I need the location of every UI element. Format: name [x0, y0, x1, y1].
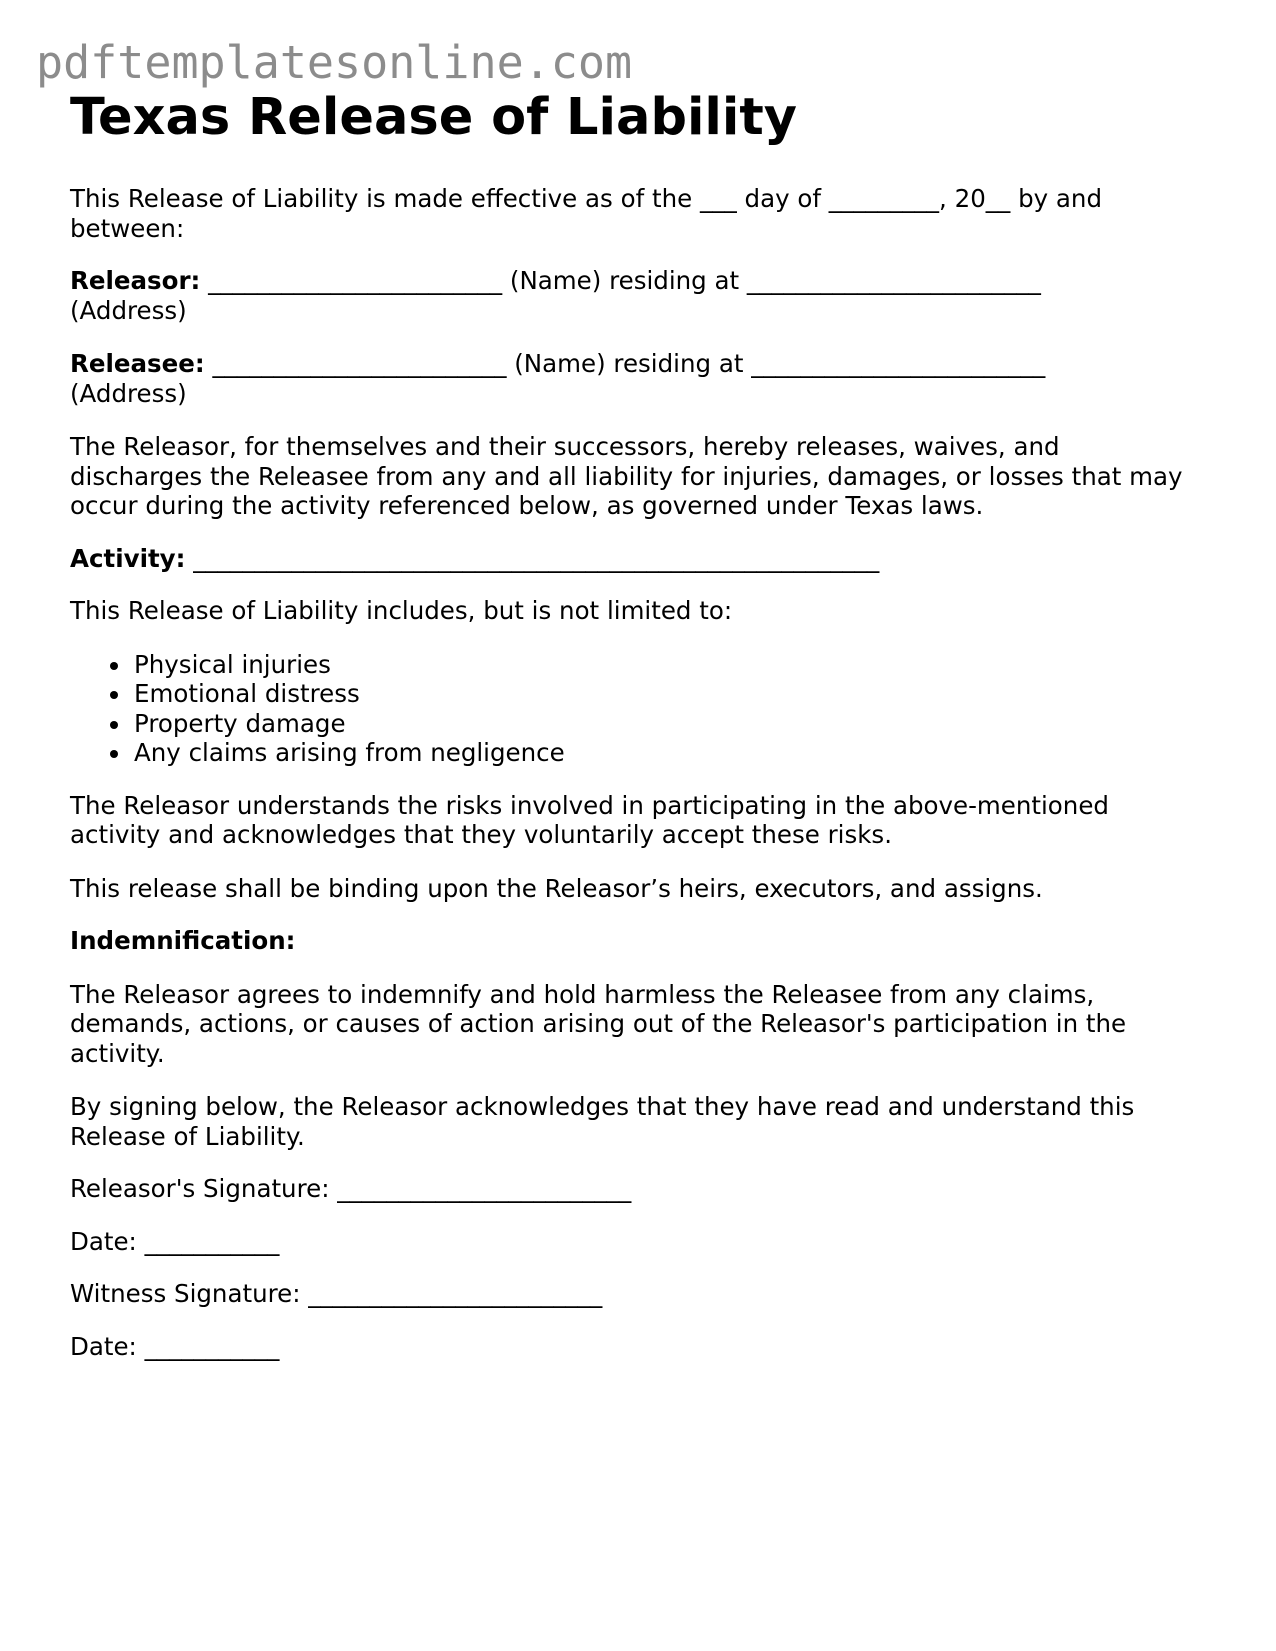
release-line-3: occur during the activity referenced below, as governed under Texas laws.	[70, 491, 984, 520]
release-line-1: The Releasor, for themselves and their successors, hereby releases, waives, and	[70, 432, 1060, 461]
activity-line	[70, 544, 1220, 574]
intro-line-1: This Release of Liability is made effective as of the ___ day of _________, 20__ by and	[70, 184, 1103, 213]
signing-line-1: By signing below, the Releasor acknowledges that they have read and understand this	[70, 1092, 1135, 1121]
binding-paragraph: This release shall be binding upon the Releasor’s heirs, executors, and assigns.	[70, 873, 1043, 903]
risks-line-1: The Releasor understands the risks involved in participating in the above-mentioned	[70, 790, 1109, 820]
includes-list	[70, 650, 1220, 768]
releasee-block	[70, 349, 1220, 408]
watermark: pdftemplatesonline.com	[36, 36, 633, 89]
releasor-date-field[interactable]: Date: ___________	[70, 1226, 280, 1256]
list-item: • Any claims arising from negligence	[132, 738, 1220, 768]
intro-paragraph	[70, 184, 1220, 243]
list-item: • Property damage	[132, 709, 1220, 739]
releasee-fields: ________________________ (Name) residing at ________________________	[204, 349, 1046, 378]
signing-line-2: Release of Liability.	[70, 1121, 305, 1151]
activity-blank: ________________________________________________________	[185, 543, 880, 573]
releasor-fields: ________________________ (Name) residing at ________________________	[200, 266, 1041, 295]
signing-paragraph	[70, 1092, 1220, 1151]
document-body	[70, 88, 1220, 1361]
risks-line-2: activity and acknowledges that they voluntarily accept these risks.	[70, 820, 892, 849]
intro-line-2: between:	[70, 213, 185, 243]
includes-intro: This Release of Liability includes, but is not limited to:	[70, 596, 733, 625]
releasee-label: Releasee:	[70, 349, 205, 378]
risks-paragraph	[70, 791, 1220, 850]
witness-signature-field[interactable]: Witness Signature: ________________________	[70, 1279, 603, 1308]
witness-date-field[interactable]: Date: ___________	[70, 1331, 280, 1361]
releasor-signature-field[interactable]: Releasor's Signature: ________________________	[70, 1174, 632, 1203]
release-line-2: discharges the Releasee from any and all liability for injuries, damages, or losses that may	[70, 461, 1183, 491]
indemnification-line-2: demands, actions, or causes of action arising out of the Releasor's participation in the	[70, 1009, 1127, 1038]
releasee-address-label: (Address)	[70, 378, 187, 408]
list-item: • Physical injuries	[132, 650, 1220, 680]
release-paragraph	[70, 432, 1220, 521]
indemnification-line-3: activity.	[70, 1038, 165, 1068]
indemnification-line-1: The Releasor agrees to indemnify and hold harmless the Releasee from any claims,	[70, 979, 1095, 1009]
releasor-address-label: (Address)	[70, 295, 187, 325]
indemnification-heading: Indemnification:	[70, 926, 296, 955]
list-item: • Emotional distress	[132, 679, 1220, 709]
document-title: Texas Release of Liability	[70, 88, 798, 147]
releasor-block	[70, 266, 1220, 325]
releasor-label: Releasor:	[70, 266, 201, 295]
activity-label: Activity:	[70, 543, 186, 573]
indemnification-paragraph	[70, 980, 1220, 1069]
